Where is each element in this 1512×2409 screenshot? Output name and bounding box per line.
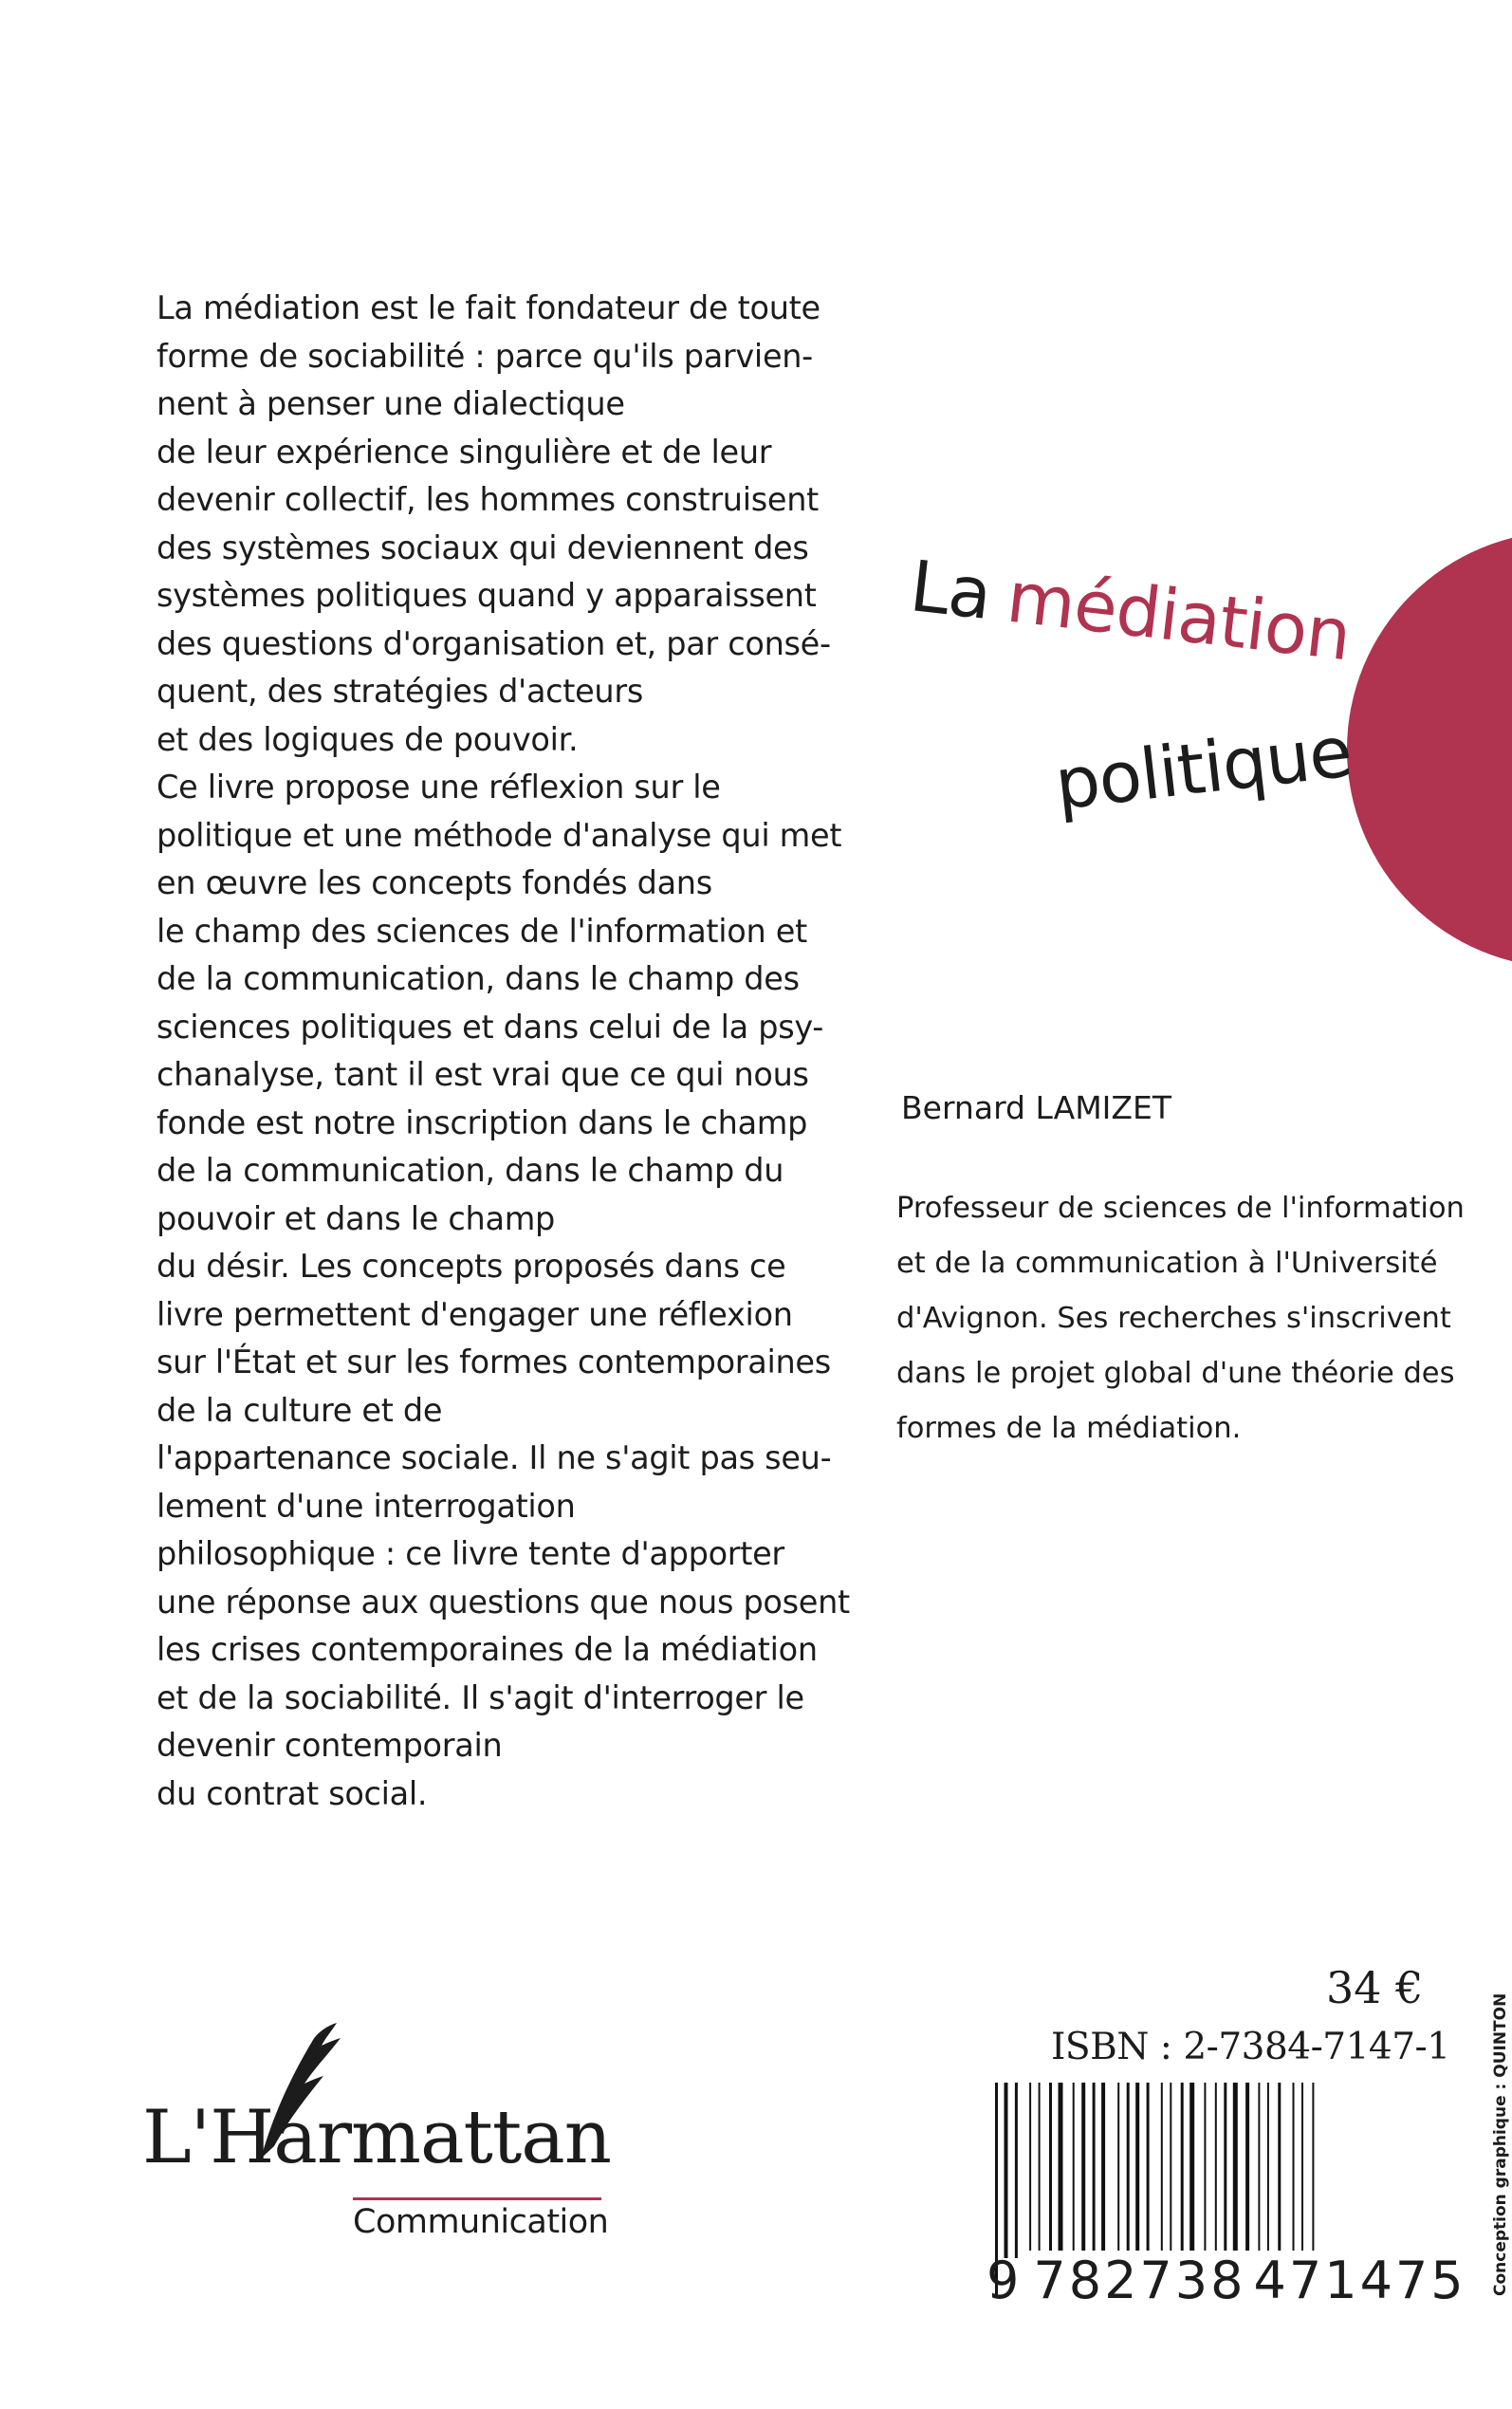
isbn-label: ISBN : 2-7384-7147-1 <box>1051 2026 1450 2068</box>
blurb-line: chanalyse, tant il est vrai que ce qui nous <box>157 1056 809 1093</box>
bio-line: formes de la médiation. <box>896 1412 1242 1445</box>
barcode-bar <box>1073 2083 1075 2258</box>
blurb-line: des questions d'organisation et, par consé- <box>157 624 831 662</box>
bio-line: dans le projet global d'une théorie des <box>896 1357 1455 1390</box>
blurb-line: du contrat social. <box>157 1774 428 1812</box>
barcode-bar <box>1215 2083 1217 2258</box>
title-word-la: La <box>906 546 996 637</box>
blurb-line: quent, des stratégies d'acteurs <box>157 673 643 710</box>
bio-line: et de la communication à l'Université <box>896 1247 1438 1280</box>
blurb-line: Ce livre propose une réflexion sur le <box>157 769 721 806</box>
barcode-bar <box>1059 2083 1063 2258</box>
barcode-bar <box>1181 2083 1184 2258</box>
barcode-bar <box>1093 2083 1096 2258</box>
author-bio <box>896 1181 1466 1456</box>
barcode-bar <box>1224 2083 1226 2258</box>
barcode-bar <box>1170 2083 1171 2258</box>
blurb-line: lement d'une interrogation <box>157 1487 576 1525</box>
blurb-line: forme de sociabilité : parce qu'ils parvien- <box>157 337 813 375</box>
author-name: Bernard LAMIZET <box>901 1089 1172 1126</box>
barcode-first-digit: 9 <box>986 2251 1023 2310</box>
barcode-bar <box>1049 2083 1052 2258</box>
blurb-line: et de la sociabilité. Il s'agit d'interroger le <box>157 1678 804 1716</box>
blurb-line: des systèmes sociaux qui deviennent des <box>157 528 809 566</box>
blurb-line: sur l'État et sur les formes contemporaines <box>157 1343 831 1381</box>
barcode-bar <box>1117 2083 1119 2258</box>
barcode-right-group: 471475 <box>1250 2251 1470 2310</box>
back-cover-blurb <box>157 285 877 1818</box>
barcode-bar <box>1135 2083 1139 2258</box>
barcode-bar <box>1029 2083 1031 2258</box>
blurb-line: fonde est notre inscription dans le champ <box>157 1103 808 1141</box>
bio-line: d'Avignon. Ses recherches s'inscrivent <box>896 1302 1451 1335</box>
blurb-line: devenir contemporain <box>157 1727 503 1764</box>
blurb-line: systèmes politiques quand y apparaissent <box>157 577 817 614</box>
blurb-line: philosophique : ce livre tente d'apporter <box>157 1535 784 1572</box>
blurb-line: nent à penser une dialectique <box>157 385 625 422</box>
barcode-bar <box>1301 2083 1303 2258</box>
blurb-line: de la culture et de <box>157 1391 443 1429</box>
bio-line: Professeur de sciences de l'information <box>896 1192 1465 1225</box>
blurb-line: devenir collectif, les hommes construisent <box>157 481 819 518</box>
blurb-line: politique et une méthode d'analyse qui met <box>157 816 842 854</box>
publisher-logo: L'Harmattan <box>142 2095 611 2180</box>
barcode-digits <box>986 2251 1470 2310</box>
blurb-line: une réponse aux questions que nous posent <box>157 1583 850 1621</box>
book-title-line-2: politique <box>1051 711 1356 826</box>
barcode-bar <box>1204 2083 1206 2258</box>
barcode-bar <box>1189 2083 1194 2258</box>
publisher-collection: Communication <box>353 2203 609 2241</box>
blurb-line: et des logiques de pouvoir. <box>157 720 579 758</box>
blurb-line: de leur expérience singulière et de leur <box>157 433 772 471</box>
design-credit: Conception graphique : QUINTON <box>1491 1992 1510 2296</box>
barcode-bar <box>1258 2083 1260 2258</box>
barcode-bar <box>1293 2083 1295 2258</box>
blurb-line: de la communication, dans le champ du <box>157 1152 784 1189</box>
publisher-rule <box>353 2197 601 2200</box>
blurb-line: La médiation est le fait fondateur de toute <box>157 289 821 326</box>
blurb-line: le champ des sciences de l'information et <box>157 912 807 950</box>
barcode-bar <box>1015 2083 1018 2258</box>
blurb-line: pouvoir et dans le champ <box>157 1199 556 1237</box>
barcode-bar <box>1278 2083 1281 2258</box>
blurb-line: du désir. Les concepts proposés dans ce <box>157 1248 786 1285</box>
barcode-bar <box>1245 2083 1249 2258</box>
barcode-bar <box>1267 2083 1269 2258</box>
blurb-line: en œuvre les concepts fondés dans <box>157 864 712 901</box>
barcode-bar <box>1127 2083 1130 2258</box>
book-title-line-1 <box>906 546 1355 676</box>
blurb-line: livre permettent d'engager une réflexion <box>157 1295 793 1333</box>
barcode-bar <box>1101 2083 1105 2258</box>
title-word-mediation: médiation <box>1003 556 1355 677</box>
blurb-line: l'appartenance sociale. Il ne s'agit pas seu- <box>157 1439 832 1476</box>
blurb-line: sciences politiques et dans celui de la psy- <box>157 1008 824 1046</box>
blurb-line: les crises contemporaines de la médiation <box>157 1631 818 1668</box>
blurb-line: de la communication, dans le champ des <box>157 960 800 997</box>
barcode-bar <box>1039 2083 1041 2258</box>
barcode-bar <box>1233 2083 1238 2258</box>
price-label: 34 € <box>1326 1962 1424 2013</box>
barcode-left-group: 782738 <box>1029 2251 1249 2310</box>
barcode-bar <box>1005 2083 1008 2258</box>
barcode-bar <box>1081 2083 1085 2258</box>
decorative-circle <box>1347 531 1512 968</box>
